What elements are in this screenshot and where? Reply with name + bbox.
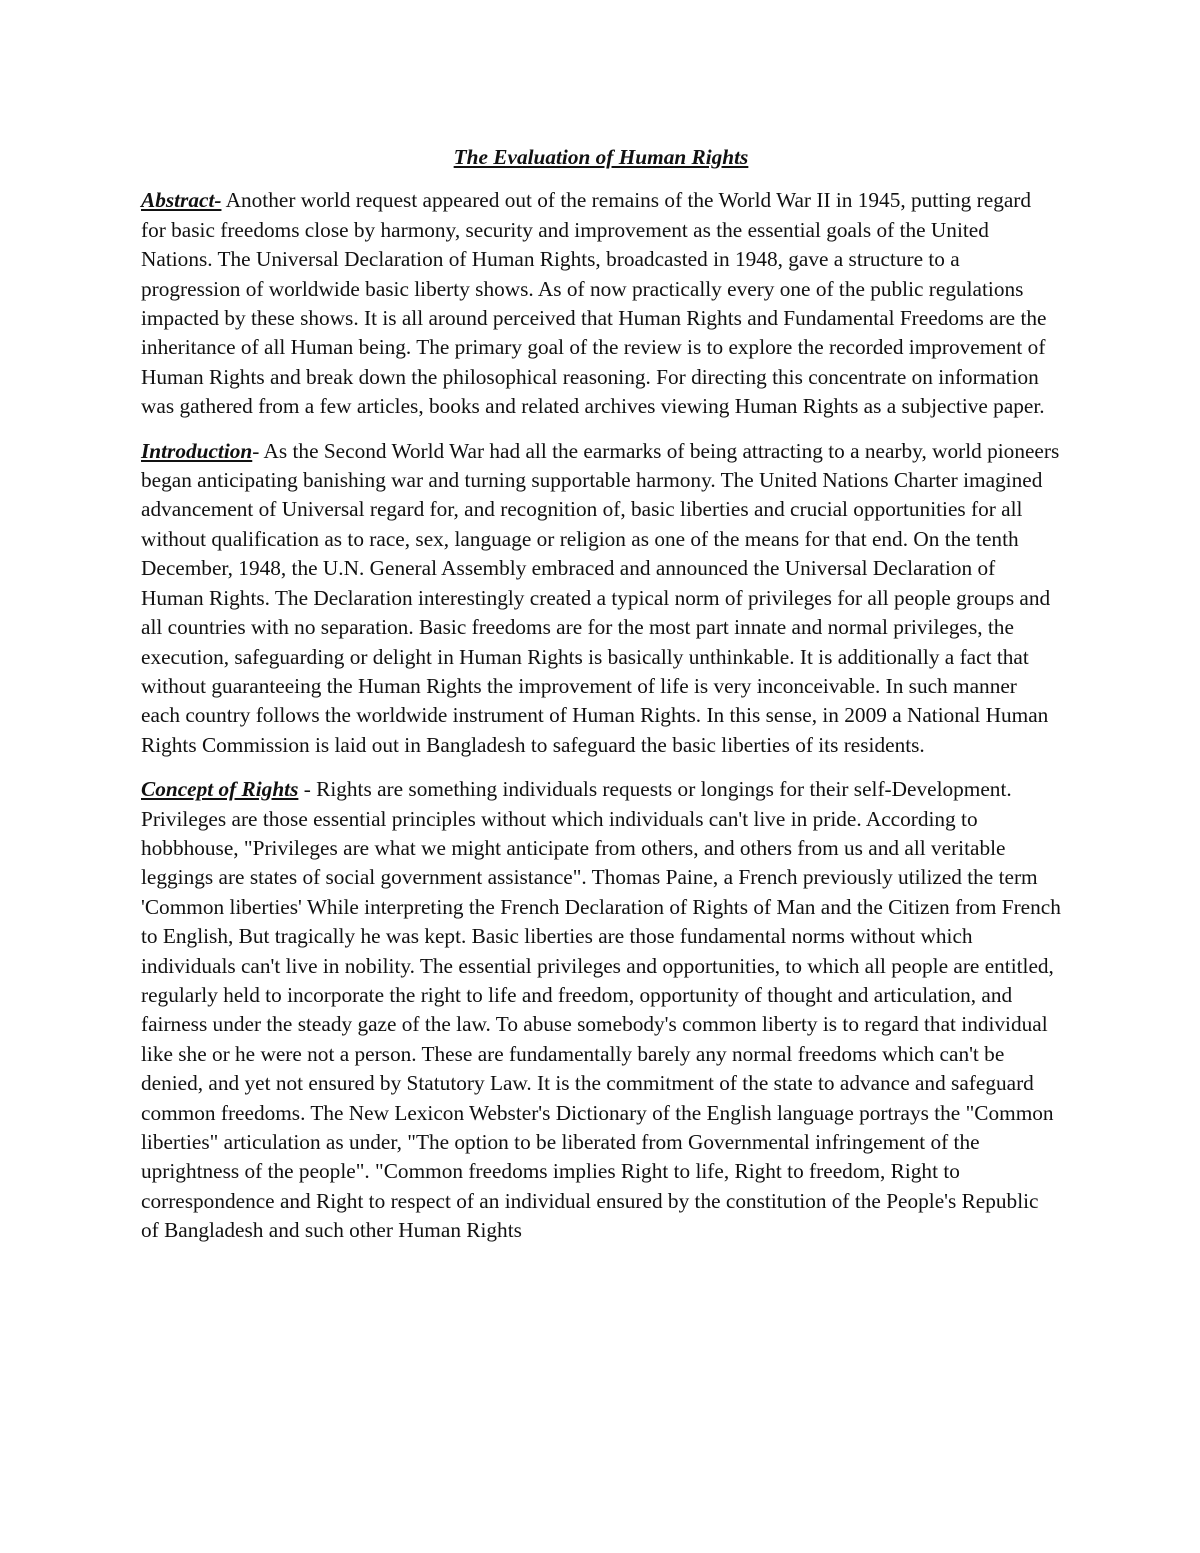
document-title: The Evaluation of Human Rights — [453, 145, 749, 169]
introduction-text: - As the Second World War had all the earmarks of being attracting to a nearby, world pioneers began anticipating banishing war and turning supportable harmony. The United Nations Charter imagined advancement of Universal regard for, and recognition of, basic liberties and crucial opportunities for all without qualification as to race, sex, language or religion as one of the means for that end. On the tenth December, 1948, the U.N. General Assembly embraced and announced the Universal Declaration of Human Rights. The Declaration interestingly created a typical norm of privileges for all people groups and all countries with no separation. Basic freedoms are for the most part innate and normal privileges, the execution, safeguarding or delight in Human Rights is basically unthinkable. It is additionally a fact that without guaranteeing the Human Rights the improvement of life is very inconceivable. In such manner each country follows the worldwide instrument of Human Rights. In this sense, in 2009 a National Human Rights Commission is laid out in Bangladesh to safeguard the basic liberties of its residents. — [141, 438, 1060, 757]
concept-of-rights-heading: Concept of Rights — [141, 777, 299, 802]
abstract-heading: Abstract- — [141, 188, 222, 213]
concept-of-rights-paragraph — [141, 775, 1061, 1246]
abstract-text: Another world request appeared out of the remains of the World War II in 1945, putting regard for basic freedoms close by harmony, security and improvement as the essential goals of the United Nations. The Universal Declaration of Human Rights, broadcasted in 1948, gave a structure to a progression of worldwide basic liberty shows. As of now practically every one of the public regulations impacted by these shows. It is all around perceived that Human Rights and Fundamental Freedoms are the inheritance of all Human being. The primary goal of the review is to explore the recorded improvement of Human Rights and break down the philosophical reasoning. For directing this concentrate on information was gathered from a few articles, books and related archives viewing Human Rights as a subjective paper. — [141, 188, 1047, 419]
abstract-paragraph — [141, 186, 1061, 421]
document-body — [141, 143, 1061, 1261]
concept-of-rights-text: - Rights are something individuals requests or longings for their self-Development. Privileges are those essential principles without which individuals can't live in pride. According to hobbhouse, "Privileges are what we might anticipate from others, and others from us and all veritable leggings are states of social government assistance". Thomas Paine, a French previously utilized the term 'Common liberties' While interpreting the French Declaration of Rights of Man and the Citizen from French to English, But tragically he was kept. Basic liberties are those fundamental norms without which individuals can't live in nobility. The essential privileges and opportunities, to which all people are entitled, regularly held to incorporate the right to life and freedom, opportunity of thought and articulation, and fairness under the steady gaze of the law. To abuse somebody's common liberty is to regard that individual like she or he were not a person. These are fundamentally barely any normal freedoms which can't be denied, and yet not ensured by Statutory Law. It is the commitment of the state to advance and safeguard common freedoms. The New Lexicon Webster's Dictionary of the English language portrays the "Common liberties" articulation as under, "The option to be liberated from Governmental infringement of the uprightness of the people". "Common freedoms implies Right to life, Right to freedom, Right to correspondence and Right to respect of an individual ensured by the constitution of the People's Republic of Bangladesh and such other Human Rights — [141, 777, 1061, 1243]
introduction-paragraph — [141, 437, 1061, 760]
introduction-heading: Introduction — [141, 438, 253, 463]
